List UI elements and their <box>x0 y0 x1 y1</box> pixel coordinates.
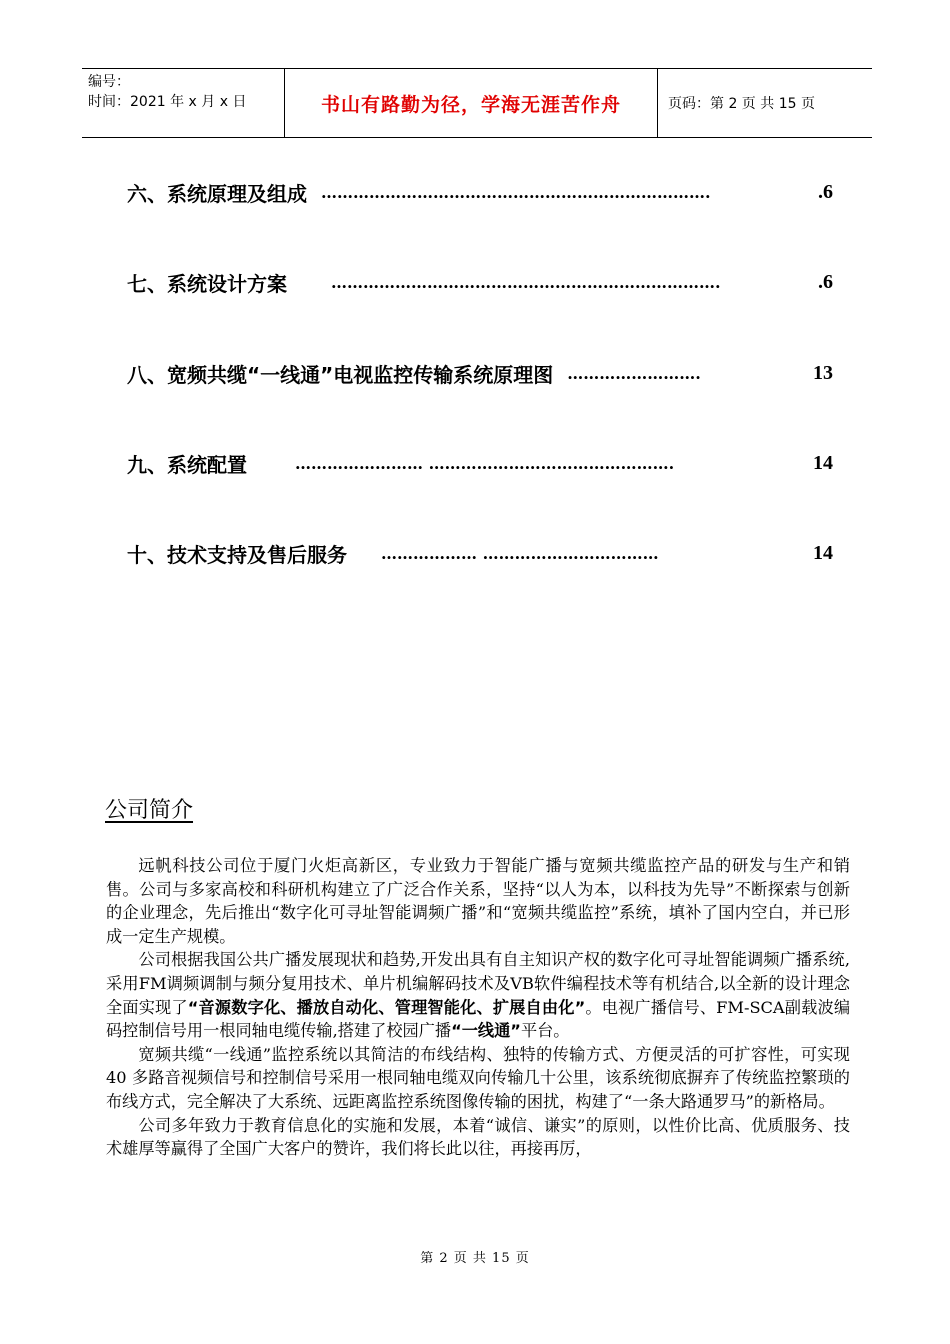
paragraph: 远帆科技公司位于厦门火炬高新区，专业致力于智能广播与宽频共缆监控产品的研发与生产和销售。公司与多家高校和科研机构建立了广泛合作关系，坚持“以人为本，以科技为先导”不断探索与创新的企业理念，先后推出“数字化可寻址智能调频广播”和“宽频共缆监控”系统，填补了国内空白，并已形成一定生产规模。 <box>106 856 850 946</box>
toc-leader: ……………………. <box>567 363 701 383</box>
page-info-text: 页码：第 2 页 共 15 页 <box>668 96 815 112</box>
toc-entry[interactable] <box>127 358 833 388</box>
toc-leader: ………………………………………………………………. <box>321 182 711 202</box>
toc-leader: ………………………………………………………………. <box>331 272 721 292</box>
paragraph: 宽频共缆“一线通”监控系统以其简洁的布线结构、独特的传输方式、方便灵活的可扩容性，可实现 40 多路音视频信号和控制信号采用一根同轴电缆双向传输几十公里，该系统彻底摒弃了传统监控繁琐的布线方式，完全解决了大系统、远距离监控系统图像传输的困扰，构建了“一条大路通罗马”的新格局。 <box>106 1044 850 1111</box>
company-intro <box>106 854 850 1161</box>
toc-leader: …………………… ………………………………………. <box>295 453 675 473</box>
toc-leader: ……………… …………………………… <box>381 543 659 563</box>
time-label: 时间：2021 年 x 月 x 日 <box>88 94 247 110</box>
toc-page-number: .6 <box>818 270 833 293</box>
toc-title: 六、系统原理及组成 <box>127 181 307 206</box>
document-header <box>82 68 872 138</box>
text-run: 平台。 <box>520 1021 570 1041</box>
page-footer: 第 2 页 共 15 页 <box>420 1251 530 1266</box>
toc-entry[interactable] <box>127 177 833 207</box>
header-motto-cell <box>285 69 658 137</box>
section-heading: 公司简介 <box>105 798 194 823</box>
bold-run: “一线通” <box>451 1021 521 1041</box>
text-run: 。电视广播信号、FM-SCA副载波编码控制信号用一根同轴电缆传输,搭建了校园广播 <box>106 997 851 1041</box>
toc-title: 七、系统设计方案 <box>127 271 287 296</box>
bold-run: “音源数字化、播放自动化、管理智能化、扩展自由化” <box>187 997 586 1017</box>
header-meta <box>82 69 285 137</box>
toc-title: 九、系统配置 <box>127 452 247 477</box>
toc-page-number: .6 <box>818 180 833 203</box>
toc-entry[interactable] <box>127 538 833 568</box>
toc-title: 十、技术支持及售后服务 <box>127 542 347 567</box>
toc-title: 八、宽频共缆“一线通”电视监控传输系统原理图 <box>127 362 554 387</box>
toc-page-number: 14 <box>813 451 833 474</box>
header-page-info <box>658 69 872 137</box>
toc-page-number: 14 <box>813 541 833 564</box>
motto-text: 书山有路勤为径，学海无涯苦作舟 <box>320 93 621 116</box>
paragraph <box>106 948 850 1042</box>
toc-page-number: 13 <box>813 361 833 384</box>
number-label: 编号： <box>88 74 130 90</box>
toc-entry[interactable] <box>127 448 833 478</box>
toc-entry[interactable] <box>127 267 833 297</box>
paragraph: 公司多年致力于教育信息化的实施和发展，本着“诚信、谦实”的原则，以性价比高、优质服务、技术雄厚等赢得了全国广大客户的赞许，我们将长此以往，再接再厉， <box>106 1115 850 1159</box>
text-run: 公司根据我国公共广播发展现状和趋势,开发出具有自主知识产权的数字化可寻址智能调频广播系统,采用FM调频调制与频分复用技术、单片机编解码技术及VB软件编程技术等有机结合,以全新的设计理念全面实现了 <box>106 950 850 1017</box>
